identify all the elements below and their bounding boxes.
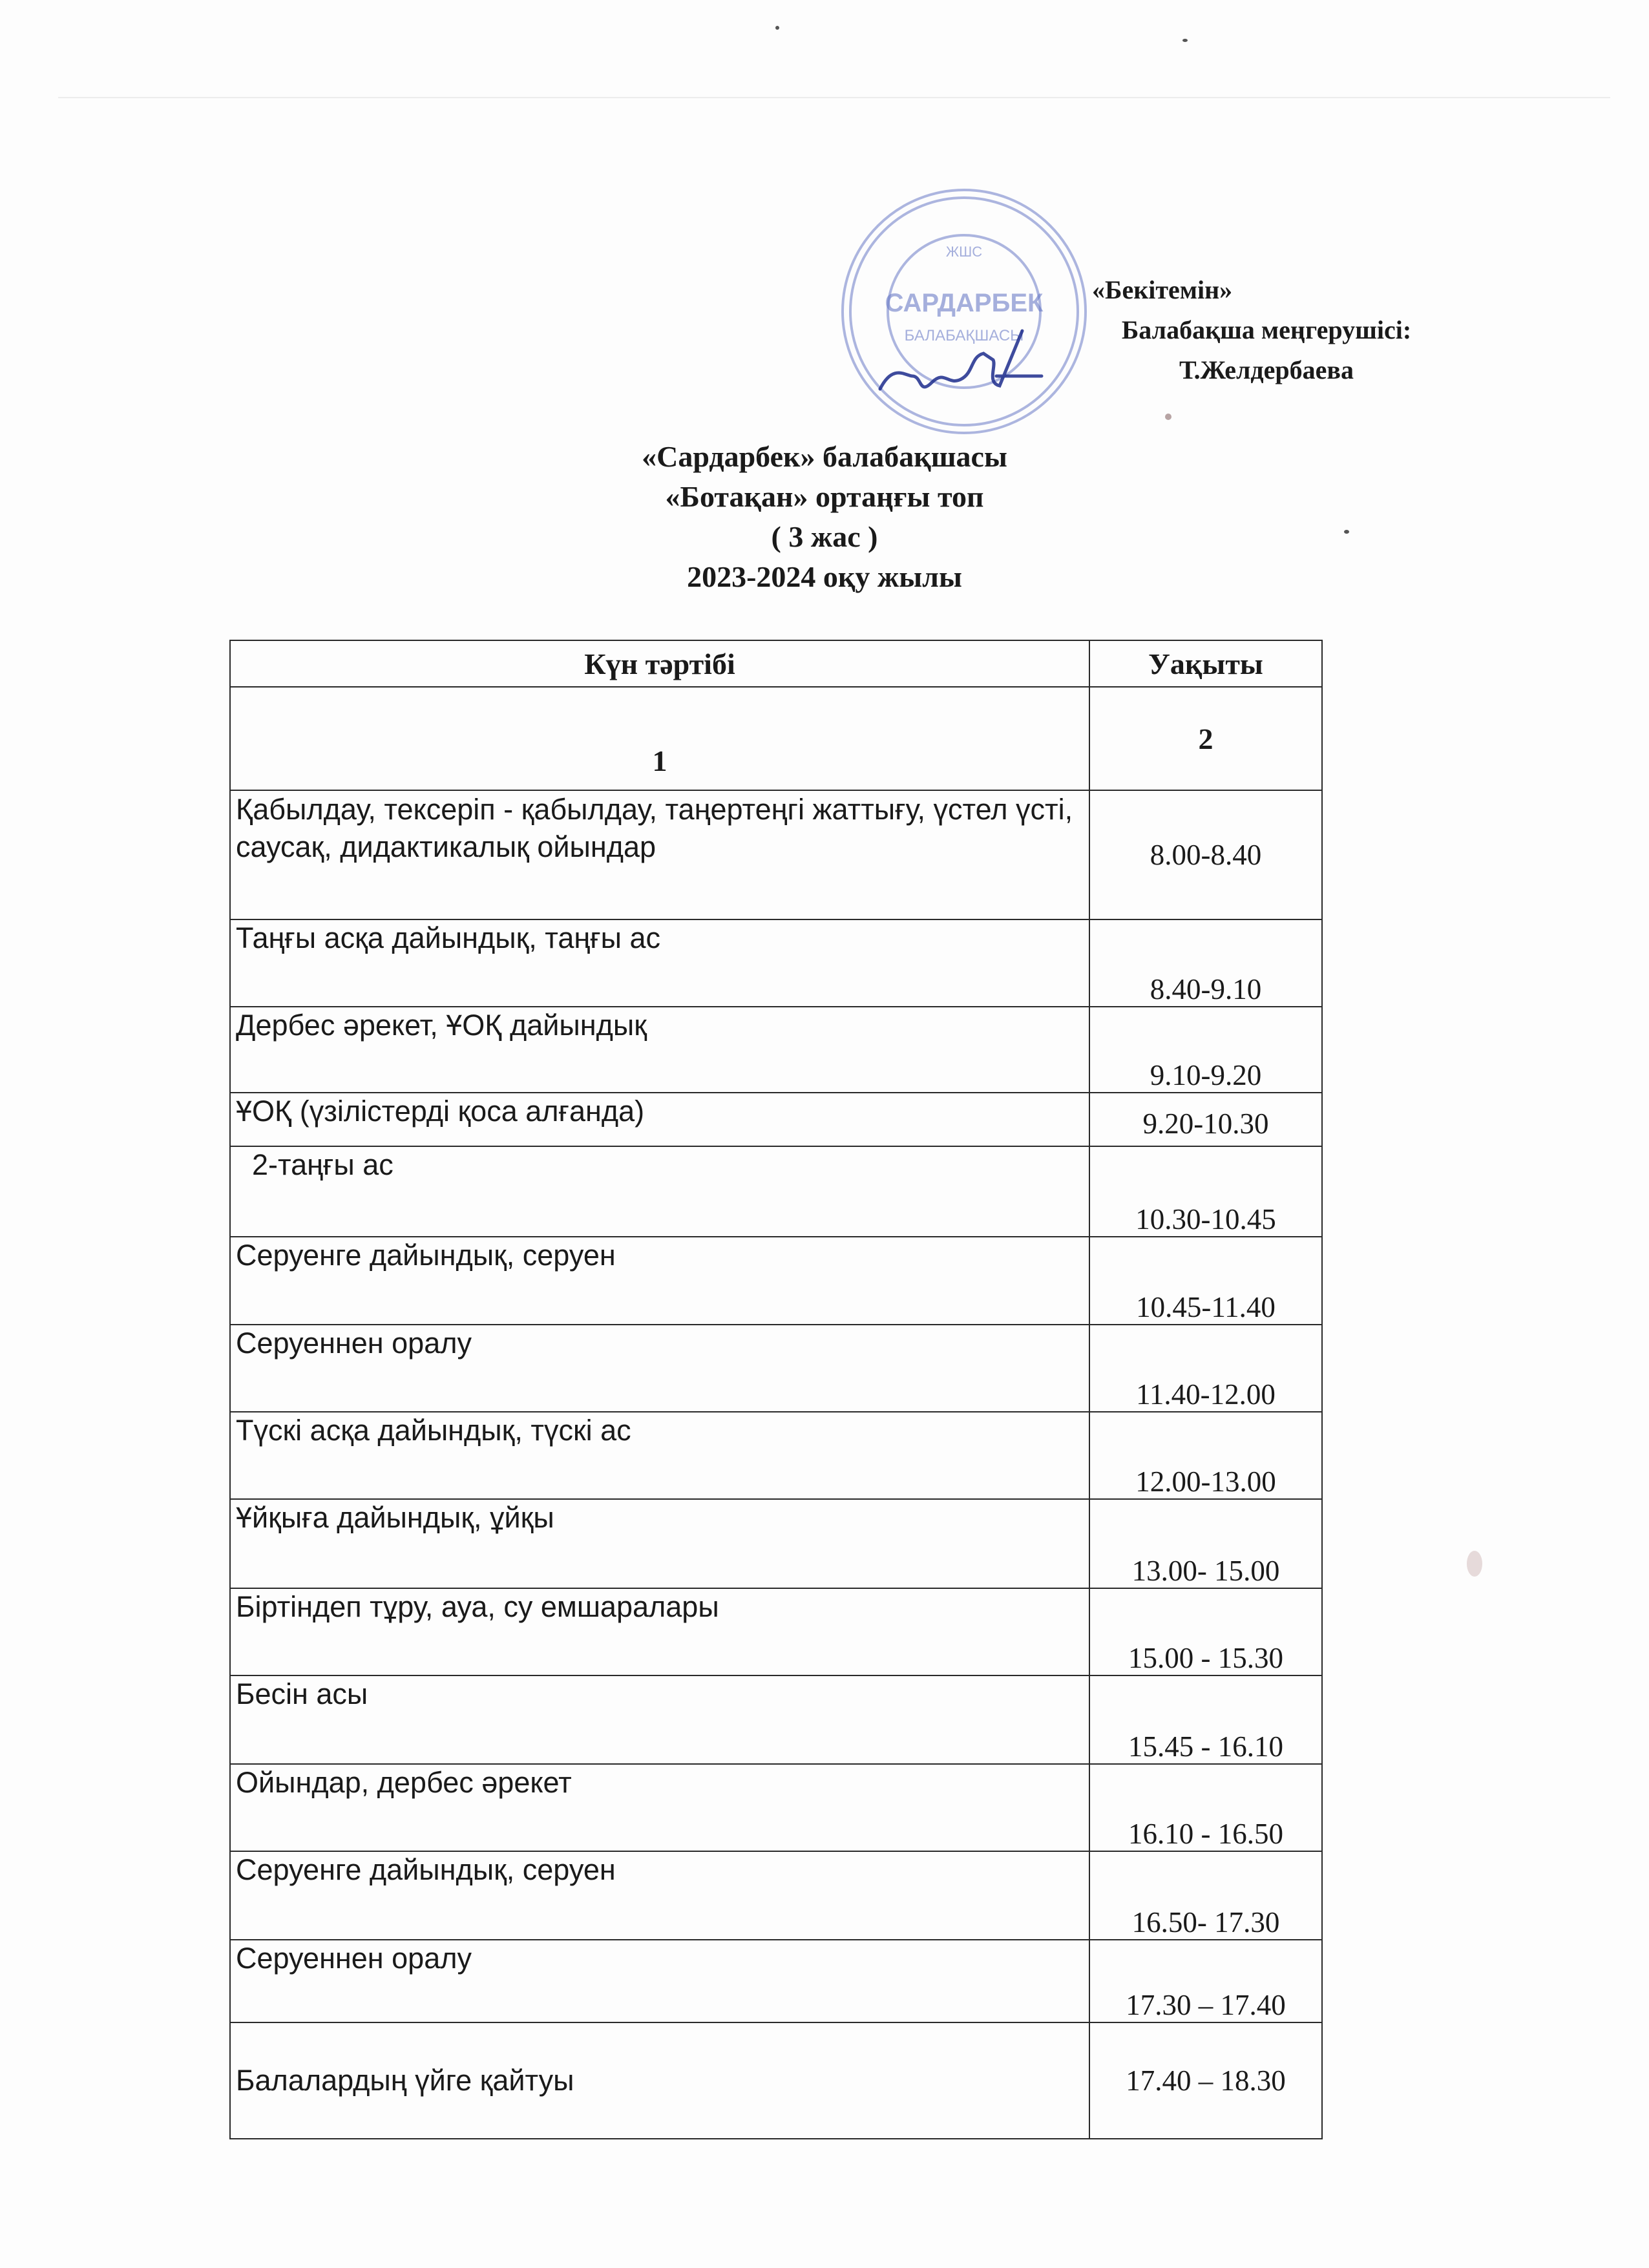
activity-cell: Таңғы асқа дайындық, таңғы ас [230, 919, 1089, 1007]
table-row [230, 1764, 1322, 1851]
document-title [0, 437, 1649, 597]
activity-cell: 2-таңғы ас [230, 1146, 1089, 1237]
approval-heading: «Бекітемін» [1092, 275, 1233, 304]
stamp-sub: БАЛАБАҚШАСЫ [904, 327, 1024, 344]
scan-speck [1182, 39, 1188, 42]
time-cell: 15.00 - 15.30 [1089, 1588, 1322, 1675]
stamp-name: САРДАРБЕК [885, 289, 1044, 317]
time-cell: 10.45-11.40 [1089, 1237, 1322, 1325]
activity-cell: Серуенге дайындық, серуен [230, 1237, 1089, 1325]
table-row [230, 2022, 1322, 2139]
title-group: «Ботақан» ортаңғы топ [665, 480, 984, 513]
approval-name: Т.Желдербаева [1179, 355, 1354, 384]
time-cell: 17.40 – 18.30 [1089, 2022, 1322, 2139]
activity-cell: Серуеннен оралу [230, 1325, 1089, 1412]
time-cell: 8.00-8.40 [1089, 790, 1322, 919]
activity-cell: Қабылдау, тексеріп - қабылдау, таңертеңгі жаттығу, үстел үсті, саусақ, дидактикалық ойындар [230, 790, 1089, 919]
scan-speck [1165, 414, 1171, 420]
approval-position: Балабақша меңгерушісі: [1121, 315, 1412, 344]
activity-cell: Балалардың үйге қайтуы [230, 2022, 1089, 2139]
table-row [230, 1940, 1322, 2022]
header-activity: Күн тәртібі [230, 640, 1089, 687]
time-cell: 15.45 - 16.10 [1089, 1675, 1322, 1764]
activity-cell: Дербес әрекет, ҰОҚ дайындық [230, 1007, 1089, 1093]
stamp-type: ЖШС [945, 244, 983, 260]
page-edge-line [58, 97, 1610, 98]
column-number-2: 2 [1089, 687, 1322, 790]
time-cell: 17.30 – 17.40 [1089, 1940, 1322, 2022]
activity-cell: Бесін асы [230, 1675, 1089, 1764]
activity-cell: Ойындар, дербес әрекет [230, 1764, 1089, 1851]
table-row [230, 1588, 1322, 1675]
table-row [230, 919, 1322, 1007]
column-number-1: 1 [230, 687, 1089, 790]
title-age: ( 3 жас ) [771, 520, 878, 553]
approval-block [1060, 270, 1473, 390]
table-row [230, 1093, 1322, 1146]
table-row [230, 790, 1322, 919]
time-cell: 8.40-9.10 [1089, 919, 1322, 1007]
time-cell: 9.10-9.20 [1089, 1007, 1322, 1093]
time-cell: 13.00- 15.00 [1089, 1499, 1322, 1588]
table-row [230, 1499, 1322, 1588]
title-kindergarten: «Сардарбек» балабақшасы [642, 440, 1007, 473]
organization-stamp [835, 182, 1093, 441]
time-cell: 11.40-12.00 [1089, 1325, 1322, 1412]
time-cell: 10.30-10.45 [1089, 1146, 1322, 1237]
header-time: Уақыты [1089, 640, 1322, 687]
scan-speck [775, 26, 779, 30]
daily-schedule-table [229, 640, 1323, 2139]
activity-cell: Түскі асқа дайындық, түскі ас [230, 1412, 1089, 1499]
time-cell: 12.00-13.00 [1089, 1412, 1322, 1499]
activity-cell: ҰОҚ (үзілістерді қоса алғанда) [230, 1093, 1089, 1146]
table-row [230, 1851, 1322, 1940]
title-year: 2023-2024 оқу жылы [687, 560, 962, 593]
activity-cell: Серуеннен оралу [230, 1940, 1089, 2022]
activity-cell: Ұйқыға дайындық, ұйқы [230, 1499, 1089, 1588]
activity-cell: Серуенге дайындық, серуен [230, 1851, 1089, 1940]
scan-speck [1467, 1551, 1482, 1577]
table-row [230, 1675, 1322, 1764]
activity-cell: Біртіндеп тұру, ауа, су емшаралары [230, 1588, 1089, 1675]
time-cell: 16.50- 17.30 [1089, 1851, 1322, 1940]
table-row [230, 1237, 1322, 1325]
time-cell: 16.10 - 16.50 [1089, 1764, 1322, 1851]
table-row [230, 1412, 1322, 1499]
table-row [230, 1325, 1322, 1412]
time-cell: 9.20-10.30 [1089, 1093, 1322, 1146]
table-row [230, 1007, 1322, 1093]
table-row [230, 1146, 1322, 1237]
